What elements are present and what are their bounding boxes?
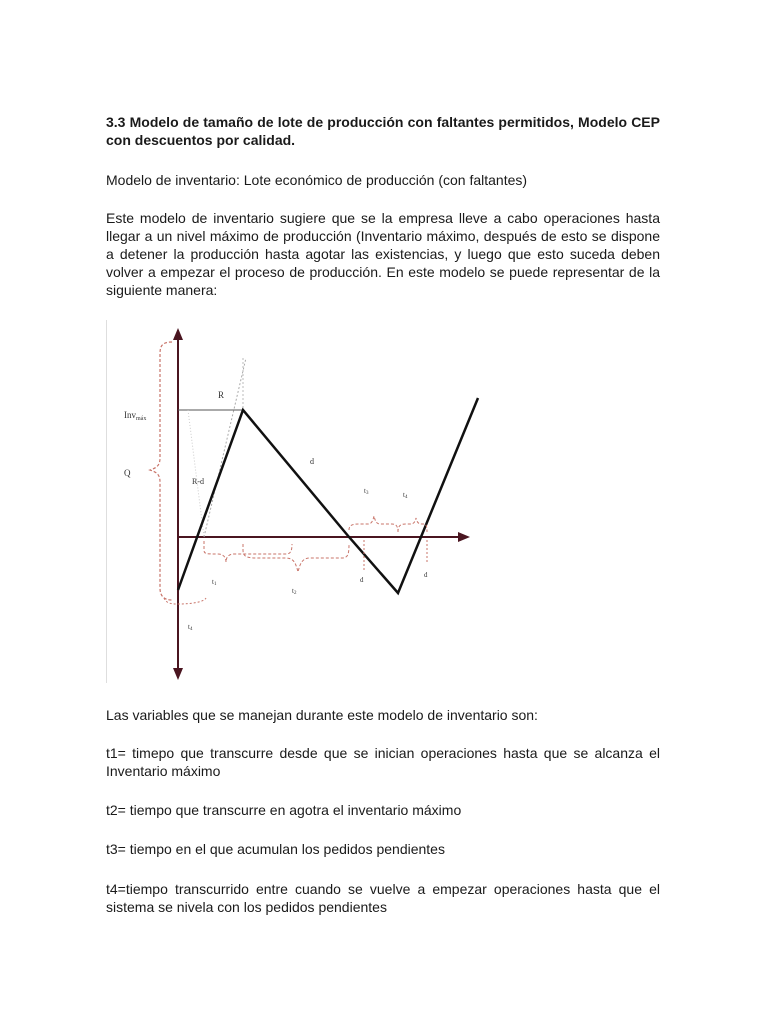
inv-max-label: Inv$_{máx}$ (124, 410, 147, 422)
d-slope-label: d (310, 457, 314, 466)
t2-label: t2 (292, 587, 297, 596)
t1-brace (204, 541, 292, 562)
t4-label: t4 (403, 491, 408, 500)
r-minus-d-label: R-d (192, 477, 204, 486)
variable-t1: t1= timepo que transcurre desde que se inician operaciones hasta que se alcanza el Inventario máximo (106, 745, 660, 779)
variables-intro: Las variables que se manejan durante este modelo de inventario son: (106, 707, 538, 723)
r-label: R (218, 390, 225, 400)
inv-guide-diagonal (188, 410, 204, 537)
production-rate-guide (204, 358, 246, 537)
section-heading: 3.3 Modelo de tamaño de lote de producción con faltantes permitidos, Modelo CEP con descuentos por calidad. (106, 114, 660, 148)
t4-bottom-label: t4 (188, 623, 193, 632)
variable-t3: t3= tiempo en el que acumulan los pedidos pendientes (106, 841, 445, 857)
q-brace (150, 342, 172, 600)
inventory-curve (178, 398, 478, 593)
variable-t4: t4=tiempo transcurrido entre cuando se vuelve a empezar operaciones hasta que el sistema se nivela con los pedidos pendientes (106, 881, 660, 915)
inventory-diagram (106, 318, 486, 685)
t2-brace (243, 544, 349, 572)
t3-label: t3 (364, 487, 369, 496)
y-axis-arrow-up (173, 328, 183, 340)
q-label: Q (124, 468, 131, 478)
d-lower-label-2: d (424, 571, 428, 579)
t1-label: t1 (212, 578, 217, 587)
variable-t2: t2= tiempo que transcurre en agotra el inventario máximo (106, 802, 462, 818)
x-axis-arrow (458, 532, 470, 542)
model-description: Este modelo de inventario sugiere que se la empresa lleve a cabo operaciones hasta llegar a un nivel máximo de producción (Inventario máximo, después de esto se dispone a detener la producción hasta agotar las existencias, y luego que esto suceda deben volver a empezar el proceso de producción. En este modelo se puede representar de la siguiente manera: (106, 210, 660, 298)
model-subtitle: Modelo de inventario: Lote económico de producción (con faltantes) (106, 172, 528, 188)
y-axis-arrow-down (173, 668, 183, 680)
d-lower-label-1: d (360, 576, 364, 584)
t3-brace (349, 516, 398, 532)
inventory-diagram-svg (106, 318, 486, 685)
t4-bottom-brace (164, 598, 206, 604)
